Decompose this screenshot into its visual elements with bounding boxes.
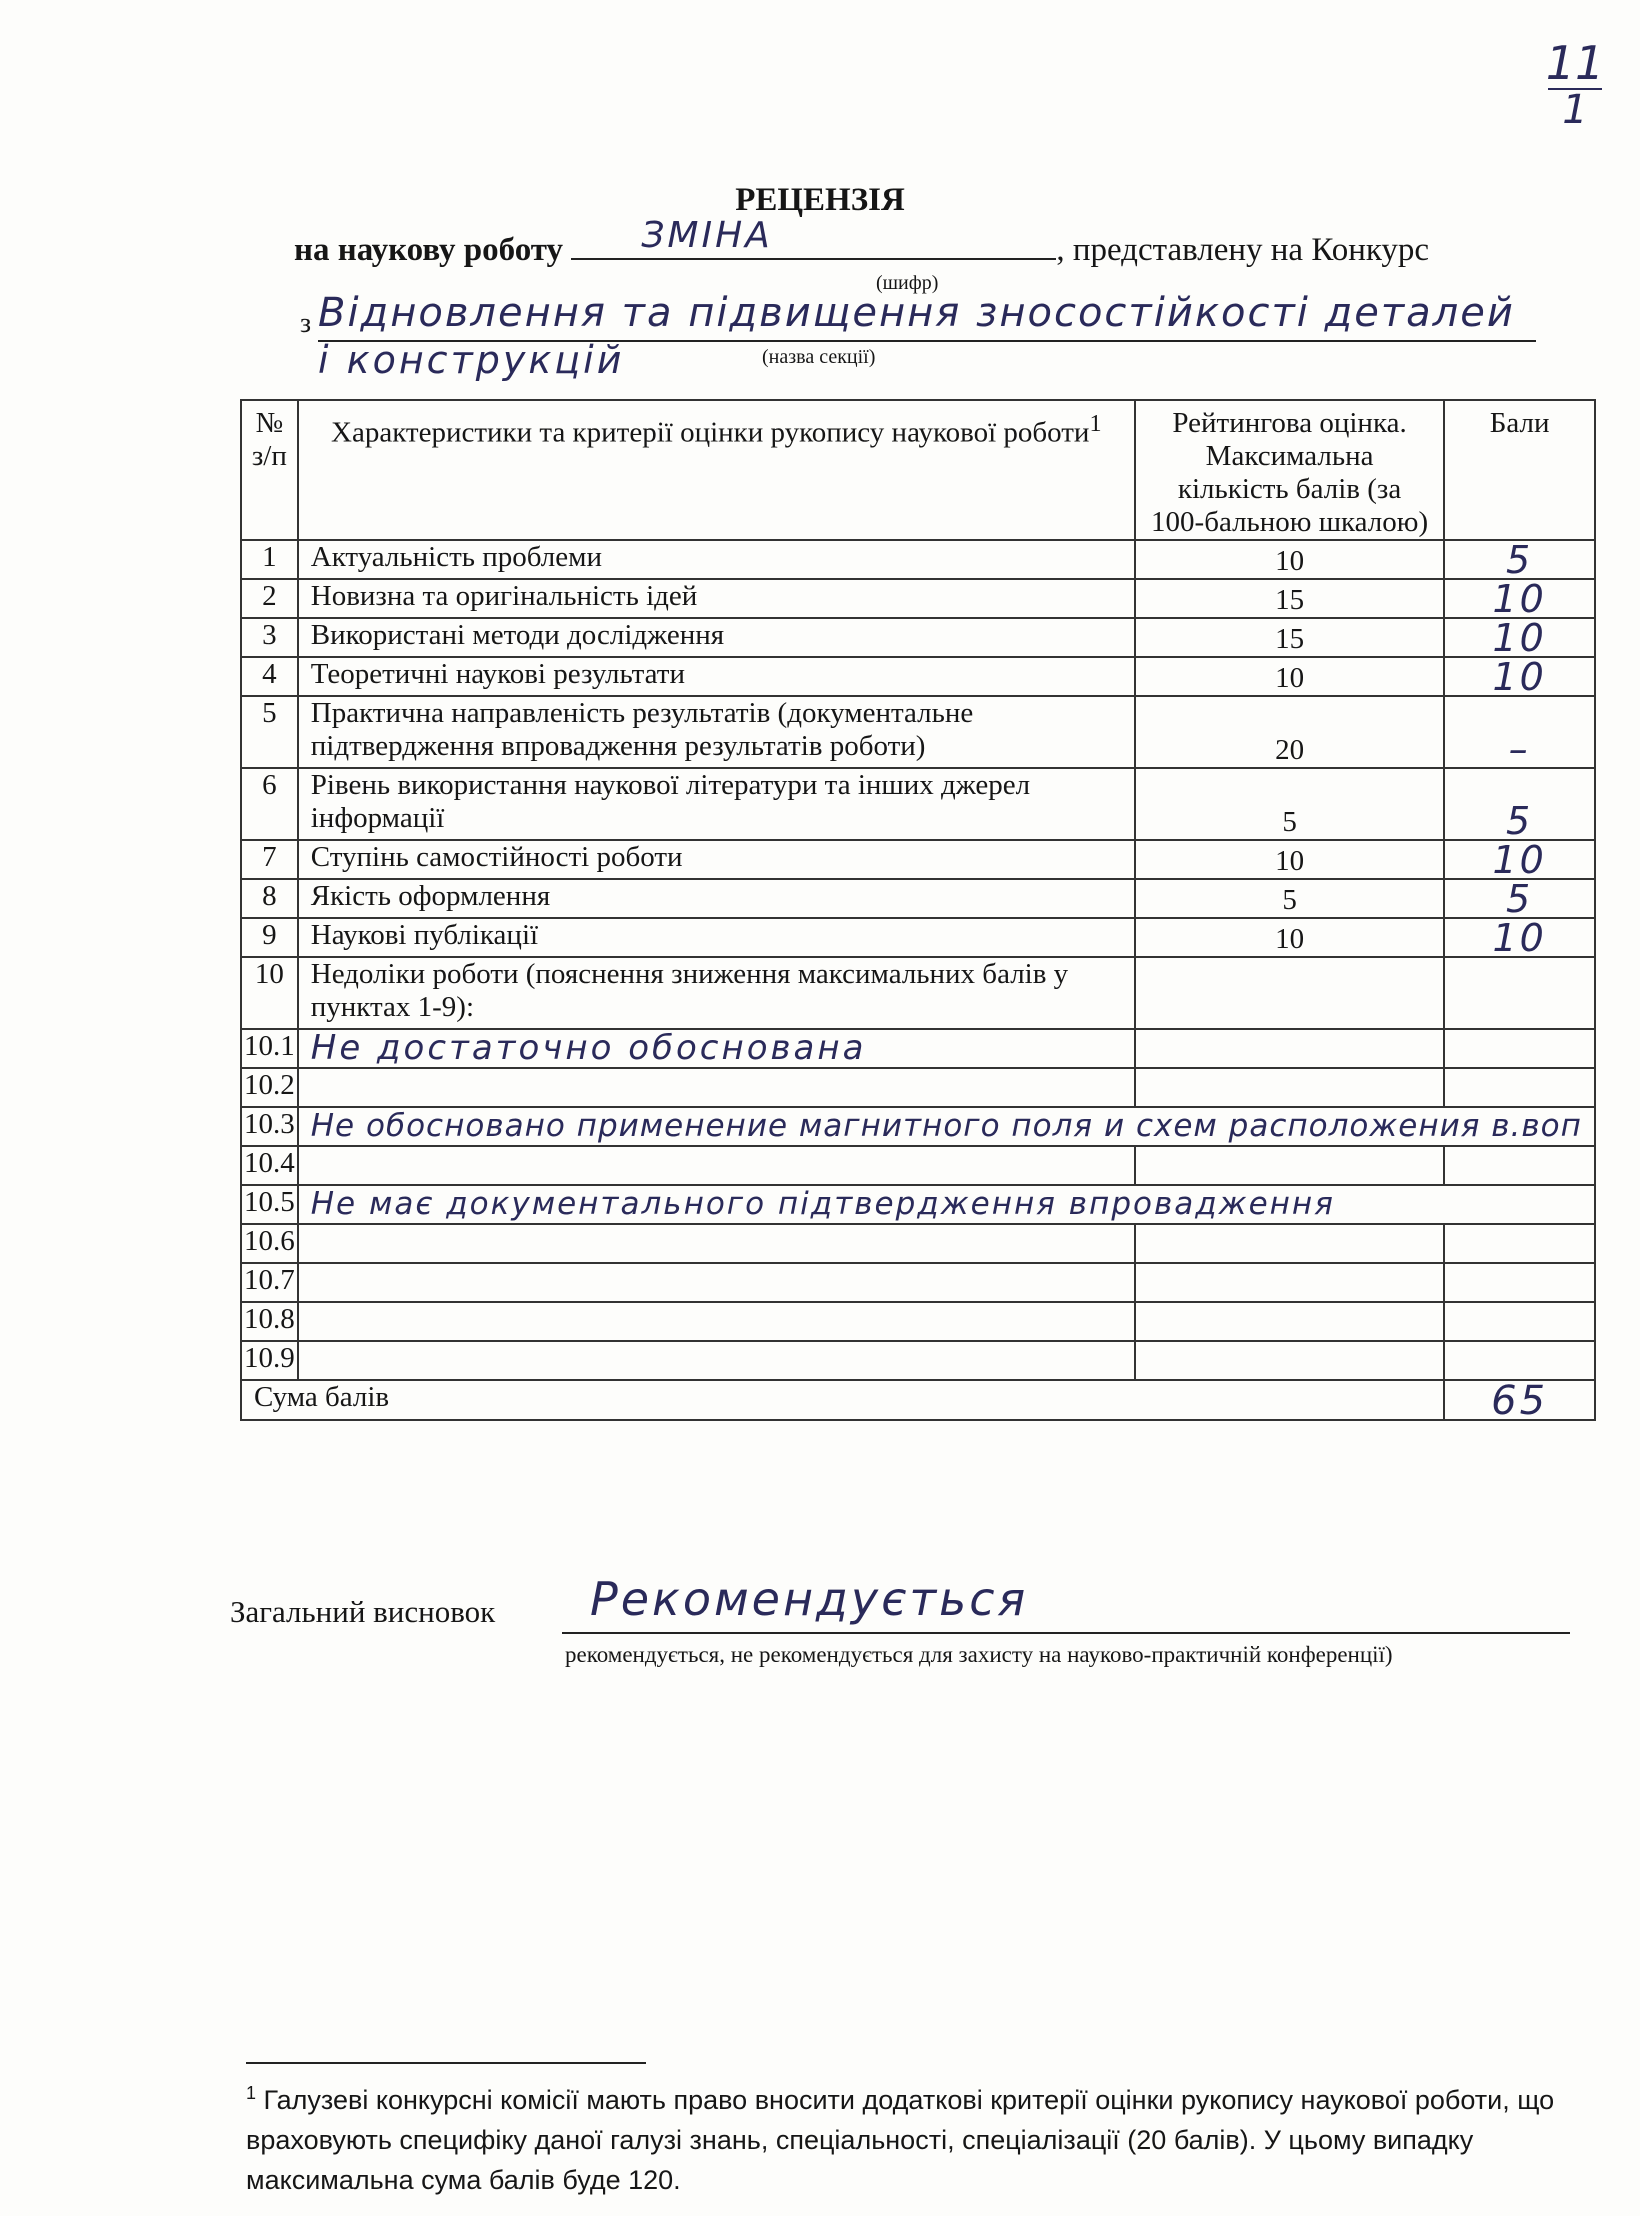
section-value-line1: Відновлення та підвищення зносостійкості деталей bbox=[318, 290, 1515, 336]
table-row bbox=[241, 618, 1595, 657]
subrow-num: 10.5 bbox=[241, 1185, 298, 1224]
row-points: 10 bbox=[1444, 657, 1595, 696]
section-prefix: з bbox=[300, 308, 312, 339]
subrow-num: 10.8 bbox=[241, 1302, 298, 1341]
code-caption: (шифр) bbox=[876, 272, 939, 294]
table-row bbox=[241, 840, 1595, 879]
row-criteria: Використані методи дослідження bbox=[298, 618, 1135, 657]
footnote bbox=[246, 2080, 1576, 2200]
row-num: 3 bbox=[241, 618, 298, 657]
conclusion-label: Загальний висновок bbox=[230, 1594, 496, 1629]
row-criteria: Недоліки роботи (пояснення зниження максимальних балів у пунктах 1-9): bbox=[298, 957, 1135, 1029]
conclusion-caption: рекомендується, не рекомендується для захисту на науково-практичній конференції) bbox=[565, 1642, 1393, 1667]
table-row bbox=[241, 957, 1595, 1029]
row-points bbox=[1444, 957, 1595, 1029]
subrow-num: 10.3 bbox=[241, 1107, 298, 1146]
header-criteria-text: Характеристики та критерії оцінки рукопису наукової роботи bbox=[331, 416, 1090, 449]
page-number bbox=[1540, 36, 1610, 133]
section-caption: (назва секції) bbox=[762, 346, 876, 368]
footnote-text: Галузеві конкурсні комісії мають право вносити додаткові критерії оцінки рукопису наукової роботи, що враховують специфіку даної галузі знань, спеціальності, спеціалізації (20 балів). У цьому випадку максимальна сума балів буде 120. bbox=[246, 2085, 1555, 2195]
row-max: 15 bbox=[1135, 579, 1444, 618]
row-criteria: Теоретичні наукові результати bbox=[298, 657, 1135, 696]
table-subrow bbox=[241, 1263, 1595, 1302]
row-criteria: Практична направленість результатів (документальне підтвердження впровадження результатів роботи) bbox=[298, 696, 1135, 768]
row-points: 5 bbox=[1444, 879, 1595, 918]
row-num: 10 bbox=[241, 957, 298, 1029]
table-row bbox=[241, 696, 1595, 768]
table-row bbox=[241, 879, 1595, 918]
work-line bbox=[294, 215, 1430, 269]
row-max bbox=[1135, 957, 1444, 1029]
row-num: 6 bbox=[241, 768, 298, 840]
criteria-table bbox=[240, 399, 1596, 1424]
row-criteria: Якість оформлення bbox=[298, 879, 1135, 918]
subrow-note: Не обосновано применение магнитного поля и схем расположения в.воп bbox=[298, 1107, 1595, 1146]
work-line-prefix: на наукову роботу bbox=[294, 232, 564, 268]
page-number-top: 11 bbox=[1545, 36, 1605, 90]
footnote-rule bbox=[246, 2062, 646, 2064]
row-max: 20 bbox=[1135, 696, 1444, 768]
row-max: 10 bbox=[1135, 540, 1444, 579]
work-line-suffix: , представлену на Конкурс bbox=[1056, 232, 1430, 268]
subrow-note bbox=[298, 1146, 1135, 1185]
row-max: 5 bbox=[1135, 768, 1444, 840]
subrow-note bbox=[298, 1068, 1135, 1107]
subrow-note: Не має документального підтвердження впровадження bbox=[298, 1185, 1595, 1224]
subrow-note bbox=[298, 1263, 1135, 1302]
subrow-note bbox=[298, 1302, 1135, 1341]
total-value: 65 bbox=[1444, 1380, 1595, 1420]
subrow-num: 10.9 bbox=[241, 1341, 298, 1380]
conclusion-underline bbox=[562, 1632, 1570, 1634]
subrow-num: 10.1 bbox=[241, 1029, 298, 1068]
total-label: Сума балів bbox=[241, 1380, 1444, 1420]
subrow-num: 10.2 bbox=[241, 1068, 298, 1107]
subrow-note: Не достаточно обоснована bbox=[298, 1029, 1135, 1068]
table-row bbox=[241, 540, 1595, 579]
subrow-num: 10.7 bbox=[241, 1263, 298, 1302]
subrow-num: 10.6 bbox=[241, 1224, 298, 1263]
table-header-row bbox=[241, 400, 1595, 540]
row-points: 10 bbox=[1444, 579, 1595, 618]
row-criteria: Наукові публікації bbox=[298, 918, 1135, 957]
row-criteria: Рівень використання наукової літератури та інших джерел інформації bbox=[298, 768, 1135, 840]
subrow-num: 10.4 bbox=[241, 1146, 298, 1185]
row-points: 5 bbox=[1444, 768, 1595, 840]
row-max: 5 bbox=[1135, 879, 1444, 918]
table-subrow bbox=[241, 1341, 1595, 1380]
row-points: 10 bbox=[1444, 840, 1595, 879]
code-field bbox=[571, 215, 1056, 260]
row-num: 2 bbox=[241, 579, 298, 618]
row-criteria: Актуальність проблеми bbox=[298, 540, 1135, 579]
conclusion-value: Рекомендується bbox=[590, 1572, 1029, 1626]
header-points: Бали bbox=[1444, 400, 1595, 540]
row-num: 7 bbox=[241, 840, 298, 879]
table-subrow bbox=[241, 1302, 1595, 1341]
header-criteria bbox=[298, 400, 1135, 540]
row-max: 10 bbox=[1135, 657, 1444, 696]
table-row bbox=[241, 768, 1595, 840]
row-points: 5 bbox=[1444, 540, 1595, 579]
row-points: 10 bbox=[1444, 918, 1595, 957]
footnote-mark: 1 bbox=[246, 2083, 257, 2103]
header-max: Рейтингова оцінка. Максимальна кількість балів (за 100-бальною шкалою) bbox=[1135, 400, 1444, 540]
row-points: 10 bbox=[1444, 618, 1595, 657]
table-row bbox=[241, 579, 1595, 618]
row-max: 10 bbox=[1135, 840, 1444, 879]
document-title: РЕЦЕНЗІЯ bbox=[735, 182, 905, 218]
table-subrow bbox=[241, 1107, 1595, 1146]
table-row bbox=[241, 657, 1595, 696]
page-number-bottom: 1 bbox=[1562, 87, 1588, 133]
row-max: 15 bbox=[1135, 618, 1444, 657]
row-num: 1 bbox=[241, 540, 298, 579]
subrow-note bbox=[298, 1224, 1135, 1263]
code-value: ЗМІНА bbox=[641, 215, 773, 256]
table-subrow bbox=[241, 1146, 1595, 1185]
total-row bbox=[241, 1380, 1595, 1420]
row-num: 9 bbox=[241, 918, 298, 957]
row-num: 8 bbox=[241, 879, 298, 918]
table-subrow bbox=[241, 1224, 1595, 1263]
row-criteria: Новизна та оригінальність ідей bbox=[298, 579, 1135, 618]
header-criteria-footnote-mark: 1 bbox=[1089, 410, 1102, 437]
section-value-line2: і конструкцій bbox=[318, 338, 625, 382]
subrow-note bbox=[298, 1341, 1135, 1380]
table-row bbox=[241, 918, 1595, 957]
row-max: 10 bbox=[1135, 918, 1444, 957]
row-criteria: Ступінь самостійності роботи bbox=[298, 840, 1135, 879]
table-subrow bbox=[241, 1185, 1595, 1224]
table-subrow bbox=[241, 1029, 1595, 1068]
row-points: – bbox=[1444, 696, 1595, 768]
table-subrow bbox=[241, 1068, 1595, 1107]
row-num: 5 bbox=[241, 696, 298, 768]
header-num: № з/п bbox=[241, 400, 298, 540]
row-num: 4 bbox=[241, 657, 298, 696]
